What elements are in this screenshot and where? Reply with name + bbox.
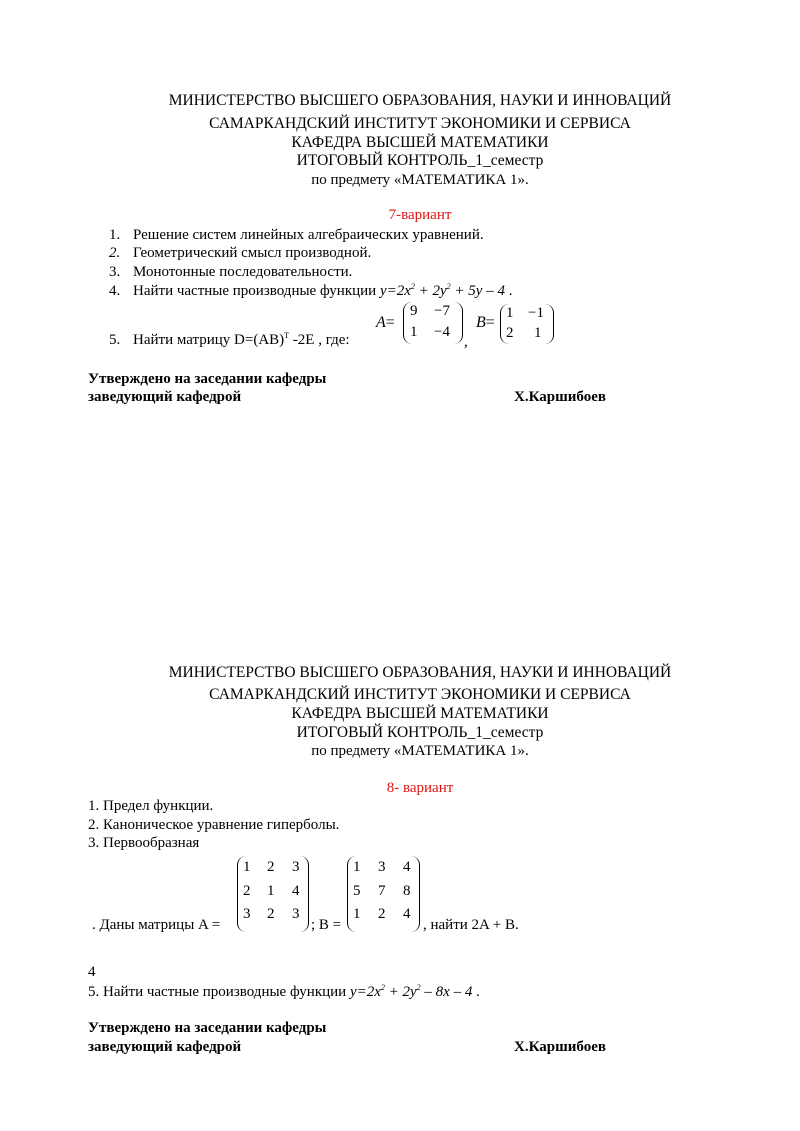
list-item: 1. Предел функции.	[88, 798, 214, 814]
period: .	[476, 984, 480, 1000]
matrix-b	[500, 304, 554, 344]
item-number: 1.	[109, 227, 121, 243]
item-text: Геометрический смысл производной.	[133, 245, 372, 261]
exam-title: ИТОГОВЫЙ КОНТРОЛЬ_1_семестр	[296, 152, 544, 169]
item-number: 2.	[109, 245, 121, 261]
institute-title: САМАРКАНДСКИЙ ИНСТИТУТ ЭКОНОМИКИ И СЕРВИСА	[209, 686, 631, 703]
list-item	[88, 984, 480, 1001]
subject-title: по предмету «МАТЕМАТИКА 1».	[311, 172, 529, 188]
item-number: 3.	[109, 264, 121, 280]
matrix-cell: 1	[410, 324, 418, 340]
matrix-a	[403, 302, 463, 344]
matrix-b-label: B=	[476, 314, 495, 331]
exam-title: ИТОГОВЫЙ КОНТРОЛЬ_1_семестр	[296, 724, 544, 741]
matrix-cell: 2	[378, 906, 386, 922]
matrix-cell: 4	[403, 859, 411, 875]
item-number: 5.	[109, 332, 121, 348]
matrix-cell: −7	[434, 303, 450, 319]
list-item: 2. Каноническое уравнение гиперболы.	[88, 817, 340, 833]
list-item	[109, 332, 350, 349]
matrix-cell: 7	[378, 883, 386, 899]
matrix-text-pre: . Даны матрицы A =	[92, 917, 221, 933]
item-text: Найти матрицу D=(AB)	[133, 332, 285, 348]
function-formula: $y=2x^2 + 2y^2 - 8x - 4$	[349, 983, 473, 1000]
department-title: КАФЕДРА ВЫСШЕЙ МАТЕМАТИКИ	[291, 134, 549, 151]
matrix-cell: 1	[353, 859, 361, 875]
matrix-cell: 3	[378, 859, 386, 875]
item-text: Монотонные последовательности.	[133, 264, 353, 280]
item-number: 4.	[109, 283, 121, 299]
variant-title: 8- вариант	[386, 780, 454, 796]
transpose-sup: T	[284, 331, 290, 340]
period: .	[508, 283, 513, 299]
matrix-cell: 4	[403, 906, 411, 922]
matrix-cell: 2	[267, 859, 275, 875]
matrix-a-label: A=	[376, 314, 395, 331]
approval-text: Утверждено на заседании кафедры	[88, 1020, 327, 1036]
matrix-cell: 2	[267, 906, 275, 922]
matrix-text-post: , найти 2A + B.	[423, 917, 519, 933]
department-title: КАФЕДРА ВЫСШЕЙ МАТЕМАТИКИ	[291, 705, 549, 722]
matrix-cell: 1	[534, 325, 542, 341]
matrix-cell: −4	[434, 324, 450, 340]
ministry-title: МИНИСТЕРСТВО ВЫСШЕГО ОБРАЗОВАНИЯ, НАУКИ И ИННОВАЦИЙ	[168, 664, 672, 681]
function-formula: $y=2x^2 + 2y^2 + 5y - 4$	[379, 282, 505, 299]
matrix-text-mid: ; B =	[311, 917, 342, 933]
list-item	[109, 264, 352, 281]
list-item: 3. Первообразная	[88, 835, 200, 851]
matrix-cell: 1	[353, 906, 361, 922]
matrix-cell: 9	[410, 303, 418, 319]
list-item	[109, 245, 371, 262]
matrix-cell: 3	[243, 906, 251, 922]
list-item	[109, 227, 484, 244]
head-name: Х.Каршибоев	[514, 1039, 606, 1055]
ministry-title: МИНИСТЕРСТВО ВЫСШЕГО ОБРАЗОВАНИЯ, НАУКИ И ИННОВАЦИЙ	[168, 92, 672, 109]
matrix-cell: 2	[506, 325, 514, 341]
matrix-a	[237, 856, 309, 932]
matrix-cell: 1	[243, 859, 251, 875]
institute-title: САМАРКАНДСКИЙ ИНСТИТУТ ЭКОНОМИКИ И СЕРВИСА	[209, 115, 631, 132]
head-label: заведующий кафедрой	[88, 389, 242, 405]
item-text: Решение систем линейных алгебраических уравнений.	[133, 227, 484, 243]
matrix-cell: 3	[292, 906, 300, 922]
matrix-cell: 4	[292, 883, 300, 899]
item-text: Найти частные производные функции	[133, 283, 377, 299]
head-name: Х.Каршибоев	[514, 389, 606, 405]
head-label: заведующий кафедрой	[88, 1039, 242, 1055]
matrix-cell: 3	[292, 859, 300, 875]
approval-text: Утверждено на заседании кафедры	[88, 371, 327, 387]
subject-title: по предмету «МАТЕМАТИКА 1».	[311, 743, 529, 759]
matrix-cell: 5	[353, 883, 361, 899]
item-text-rest: -2E , где:	[289, 332, 350, 348]
matrix-cell: 1	[506, 305, 514, 321]
matrix-cell: 8	[403, 883, 411, 899]
matrix-cell: 2	[243, 883, 251, 899]
stray-number: 4	[88, 964, 96, 980]
matrix-b	[347, 856, 420, 932]
matrix-cell: 1	[267, 883, 275, 899]
list-item	[109, 283, 512, 300]
item-text: 5. Найти частные производные функции	[88, 984, 347, 1000]
matrix-cell: −1	[528, 305, 544, 321]
comma: ,	[464, 334, 468, 350]
variant-title: 7-вариант	[388, 207, 452, 223]
